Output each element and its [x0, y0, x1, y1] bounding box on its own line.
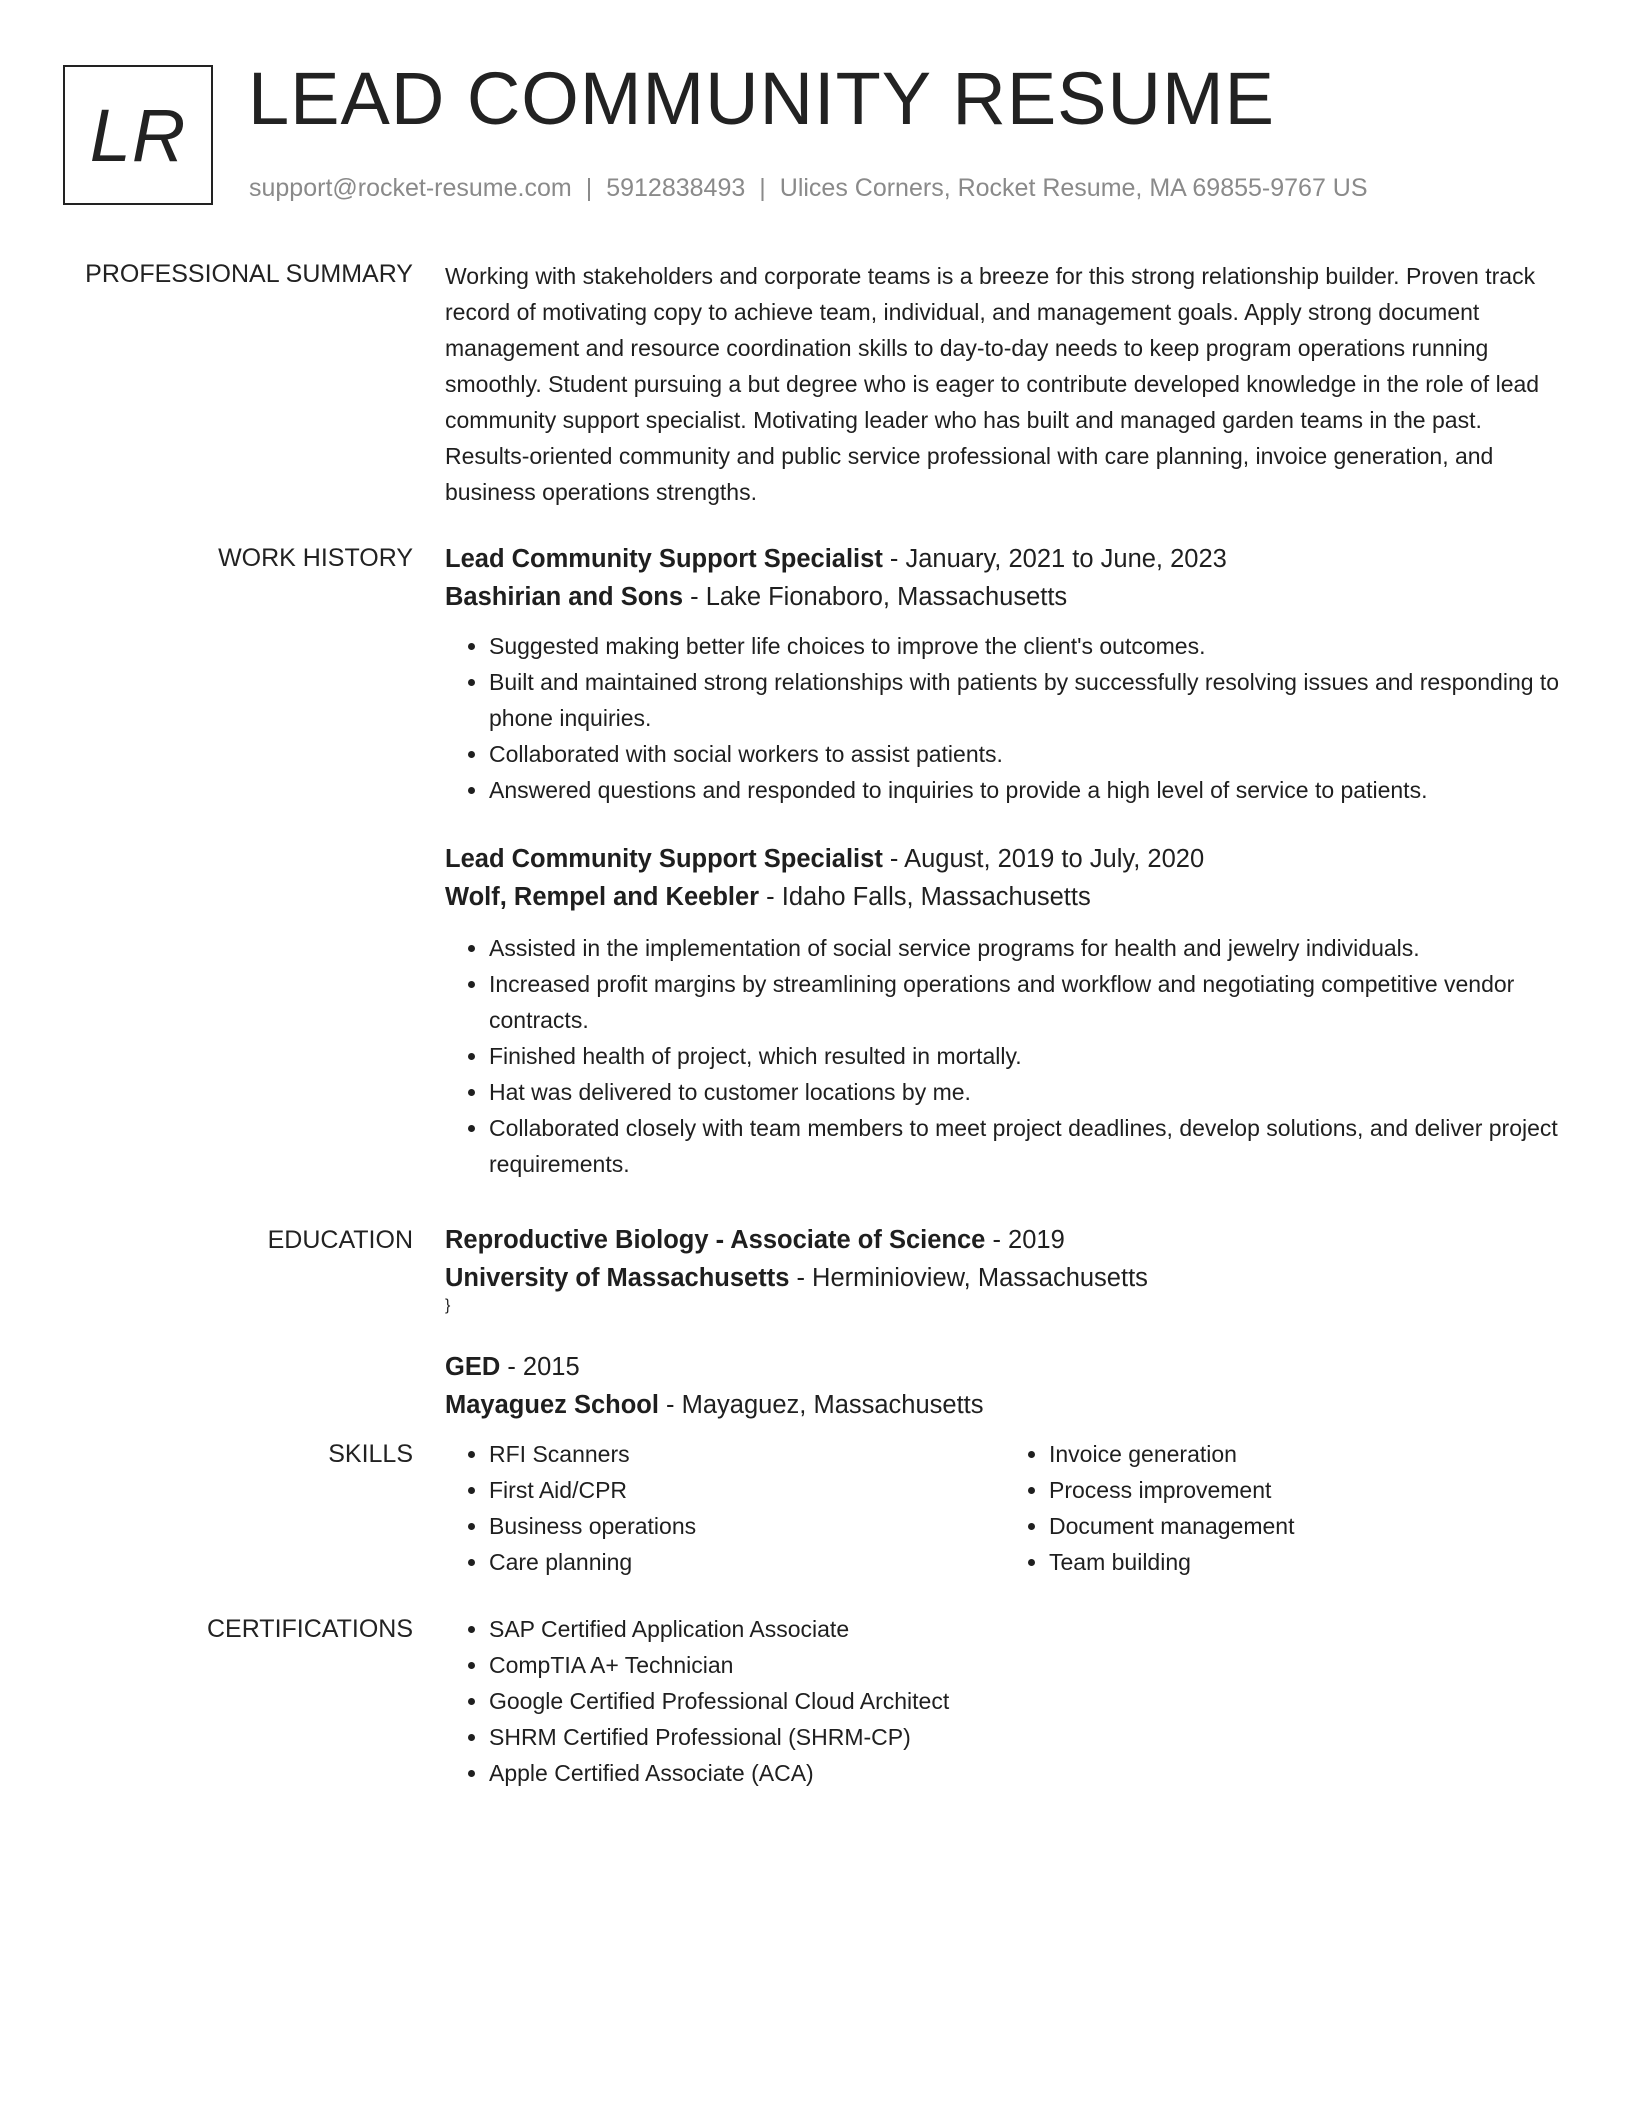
job-title: Lead Community Support Specialist [445, 545, 883, 573]
list-item: • SHRM Certified Professional (SHRM-CP) [489, 1719, 1565, 1755]
job-entry [445, 540, 1565, 808]
list-item: • Google Certified Professional Cloud Architect [489, 1683, 1565, 1719]
list-item: • CompTIA A+ Technician [489, 1647, 1565, 1683]
job-company: Bashirian and Sons [445, 583, 684, 611]
education-degree-line [445, 1348, 1565, 1386]
skills-list-right [1005, 1436, 1565, 1580]
summary-text: Working with stakeholders and corporate teams is a breeze for this strong relationship builder. Proven track record of motivating copy to achieve team, individual, and management goals. Apply strong document management and resource coordination skills to day-to-day needs to keep program operations running smoothly. Student pursuing a but degree who is eager to contribute developed knowledge in the role of lead community support specialist. Motivating leader who has built and managed garden teams in the past. Results-oriented community and public service professional with care planning, invoice generation, and business operations strengths. [445, 263, 1540, 505]
list-item: • Answered questions and responded to inquiries to provide a high level of service to patients. [489, 772, 1565, 808]
certifications-body [445, 1611, 1565, 1791]
education-school-line [445, 1386, 1565, 1424]
job-location: - Lake Fionaboro, Massachusetts [683, 583, 1068, 611]
contact-phone: 5912838493 [606, 174, 746, 202]
job-dates: - August, 2019 to July, 2020 [882, 845, 1205, 873]
skills-list-left [445, 1436, 1005, 1580]
job-company-line [445, 878, 1565, 916]
work-body [445, 540, 1565, 1182]
monogram-logo: LR [63, 65, 213, 205]
list-item: • Assisted in the implementation of social service programs for health and jewelry individuals. [489, 930, 1565, 966]
education-degree: Reproductive Biology - Associate of Science [445, 1226, 986, 1254]
list-item: • RFI Scanners [489, 1436, 1005, 1472]
job-entry [445, 840, 1565, 1182]
job-title-line [445, 540, 1565, 578]
summary-body [445, 258, 1565, 510]
education-year: - 2019 [985, 1226, 1065, 1254]
list-item: • Hat was delivered to customer locations by me. [489, 1074, 1565, 1110]
job-bullets [445, 930, 1565, 1182]
education-school: Mayaguez School [445, 1391, 659, 1419]
job-dates: - January, 2021 to June, 2023 [882, 545, 1227, 573]
contact-separator: | [759, 174, 766, 202]
education-entry [445, 1348, 1565, 1424]
list-item: • Increased profit margins by streamlining operations and workflow and negotiating competitive vendor contracts. [489, 966, 1565, 1038]
list-item: • Care planning [489, 1544, 1005, 1580]
education-year: - 2015 [500, 1353, 580, 1381]
list-item: • Suggested making better life choices to improve the client's outcomes. [489, 628, 1565, 664]
section-label-education: EDUCATION [267, 1226, 413, 1254]
list-item: • Process improvement [1049, 1472, 1565, 1508]
job-title-line [445, 840, 1565, 878]
list-item: • First Aid/CPR [489, 1472, 1005, 1508]
job-location: - Idaho Falls, Massachusetts [759, 883, 1091, 911]
education-body [445, 1221, 1565, 1424]
list-item: • SAP Certified Application Associate [489, 1611, 1565, 1647]
contact-separator: | [585, 174, 593, 202]
education-location: - Mayaguez, Massachusetts [658, 1391, 984, 1419]
section-label-summary: PROFESSIONAL SUMMARY [85, 260, 413, 288]
education-entry: Reproductive Biology - Associate of Science - 2019 University of Massachusetts - Herminioview, Massachusetts } [445, 1221, 1565, 1315]
job-bullets [445, 628, 1565, 808]
contact-address: Ulices Corners, Rocket Resume, MA 69855-9767 US [779, 174, 1368, 202]
section-label-skills: SKILLS [328, 1440, 413, 1468]
list-item: • Invoice generation [1049, 1436, 1565, 1472]
list-item: • Business operations [489, 1508, 1005, 1544]
education-degree: GED [445, 1353, 501, 1381]
list-item: • Built and maintained strong relationships with patients by successfully resolving issues and responding to phone inquiries. [489, 664, 1565, 736]
list-item: • Apple Certified Associate (ACA) [489, 1755, 1565, 1791]
list-item: • Document management [1049, 1508, 1565, 1544]
education-school: University of Massachusetts [445, 1264, 790, 1292]
skills-body [445, 1436, 1565, 1580]
job-title: Lead Community Support Specialist [445, 845, 883, 873]
list-item: • Collaborated closely with team members to meet project deadlines, develop solutions, and deliver project requirements. [489, 1110, 1565, 1182]
job-company-line [445, 578, 1565, 616]
job-company: Wolf, Rempel and Keebler [445, 883, 760, 911]
list-item: • Collaborated with social workers to assist patients. [489, 736, 1565, 772]
section-label-work: WORK HISTORY [218, 544, 413, 572]
resume-title: LEAD COMMUNITY RESUME [248, 57, 1275, 140]
contact-line [249, 174, 1368, 203]
education-degree-line [445, 1221, 1565, 1259]
education-location: - Herminioview, Massachusetts [789, 1264, 1148, 1292]
contact-email: support@rocket-resume.com [249, 174, 572, 202]
certifications-list [445, 1611, 1565, 1791]
list-item: • Team building [1049, 1544, 1565, 1580]
section-label-certifications: CERTIFICATIONS [206, 1615, 413, 1643]
education-school-line [445, 1259, 1565, 1297]
list-item: • Finished health of project, which resulted in mortally. [489, 1038, 1565, 1074]
